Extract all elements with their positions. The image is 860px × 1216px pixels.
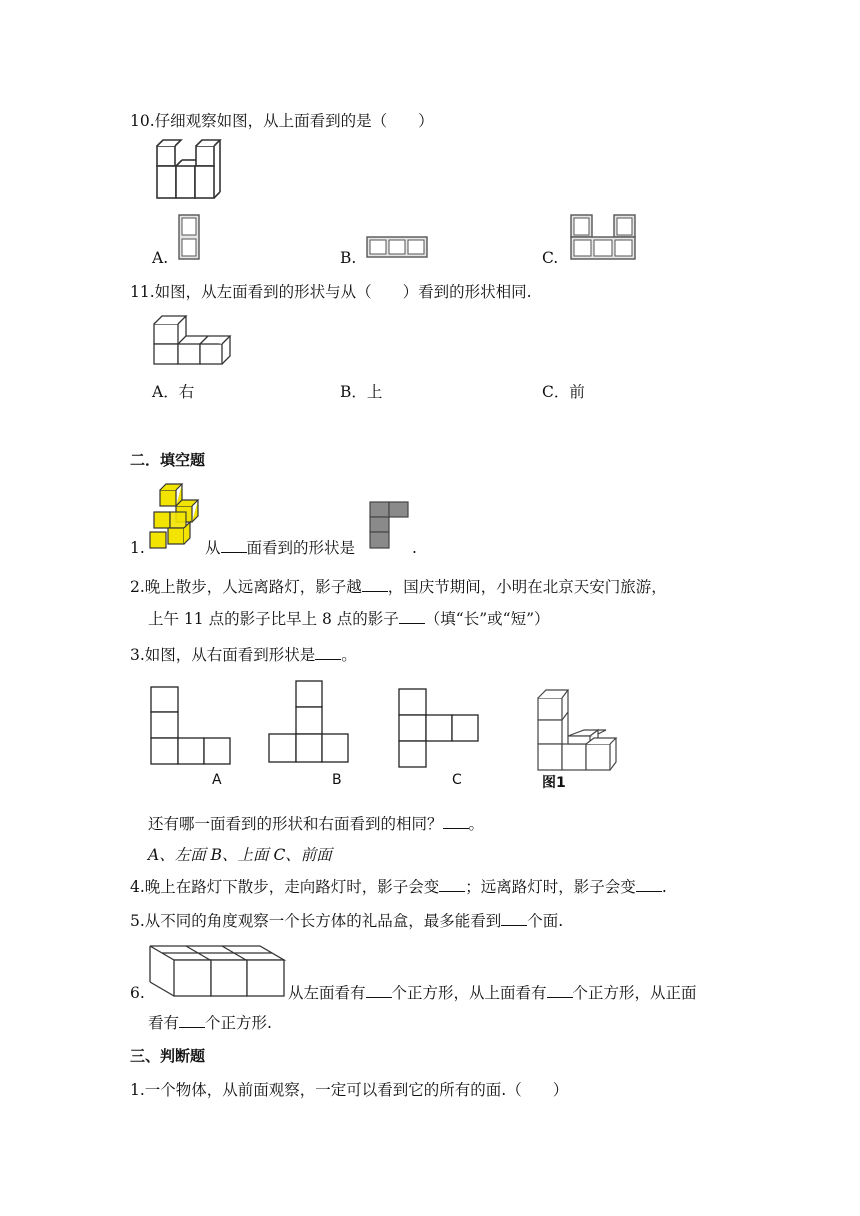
f6-blank-3[interactable] [179, 1013, 205, 1028]
f3-question-2 [148, 814, 484, 834]
f2-line-1 [130, 577, 667, 597]
f6-text-d: 看有 [148, 1014, 180, 1032]
f3-choices: A、左面 B、上面 C、前面 [148, 846, 332, 864]
f3-text-b: 。 [341, 646, 357, 664]
q10-option-c[interactable]: C. [542, 249, 559, 267]
f6-blank-2[interactable] [547, 983, 573, 998]
f2-text-d: （填“长”或“短”） [424, 610, 550, 628]
q11-option-b[interactable]: B．上 [340, 383, 383, 401]
q10-option-c-figure [570, 214, 636, 260]
f3-blank-2[interactable] [443, 814, 469, 829]
f6-number: 6. [130, 984, 145, 1002]
f4-blank-2[interactable] [636, 877, 662, 892]
f6-text-b: 个正方形，从上面看有 [391, 984, 547, 1002]
f4-text-b: ；远离路灯时，影子会变 [465, 878, 636, 896]
q11-option-c[interactable]: C．前 [542, 383, 585, 401]
q10-option-a-figure [178, 214, 200, 260]
q10-figure [154, 138, 220, 202]
f4-text-a: 4.晚上在路灯下散步，走向路灯时，影子会变 [130, 878, 440, 896]
f5-text-b: 个面. [527, 912, 564, 930]
q10-option-a[interactable]: A. [152, 249, 169, 267]
f3-shape-b [268, 680, 350, 764]
f6-line-1 [288, 983, 697, 1003]
f6-text-e: 个正方形. [205, 1014, 272, 1032]
f5-text-a: 5.从不同的角度观察一个长方体的礼品盒，最多能看到 [130, 912, 502, 930]
f6-line-2 [148, 1013, 272, 1033]
f2-line-2 [148, 609, 550, 629]
section-2-heading: 二．填空题 [130, 451, 206, 469]
q11-option-a[interactable]: A．右 [152, 383, 195, 401]
f1-blank[interactable] [221, 538, 247, 553]
f1-number: 1. [130, 539, 145, 557]
f5-line [130, 911, 563, 931]
f3-label-b: B [332, 772, 342, 788]
f3-shape-c [398, 688, 480, 768]
f2-text-b: ，国庆节期间，小明在北京天安门旅游， [387, 578, 667, 596]
q11-figure [154, 316, 236, 366]
j1-question: 1.一个物体，从前面观察，一定可以看到它的所有的面.（ ） [130, 1081, 569, 1099]
f3-label-figure-1: 图1 [542, 775, 566, 791]
f2-blank-2[interactable] [399, 609, 425, 624]
q11-stem: 11.如图，从左面看到的形状与从（ ）看到的形状相同. [130, 283, 532, 301]
f3-label-c: C [452, 772, 462, 788]
f3-stem [130, 645, 357, 665]
f4-blank-1[interactable] [439, 877, 465, 892]
q10-option-b[interactable]: B. [340, 249, 357, 267]
f6-blank-1[interactable] [366, 983, 392, 998]
f1-text-b: 面看到的形状是 [246, 539, 356, 557]
f3-shape-a [150, 686, 232, 766]
f1-end: . [412, 539, 417, 557]
f4-line [130, 877, 667, 897]
f6-text-a: 从左面看有 [288, 984, 366, 1002]
f3-q2-text: 还有哪一面看到的形状和右面看到的相同？ [148, 815, 443, 833]
f1-yellow-cubes-figure [150, 484, 200, 550]
f3-label-a: A [212, 772, 222, 788]
f3-blank-1[interactable] [315, 645, 341, 660]
f2-text-a: 2.晚上散步，人远离路灯，影子越 [130, 578, 362, 596]
f6-cuboid-figure [148, 944, 286, 998]
f3-figure-1 [536, 688, 620, 772]
f6-text-c: 个正方形，从正面 [572, 984, 697, 1002]
f4-text-c: . [661, 878, 667, 896]
f1-text-a: 从 [205, 539, 221, 557]
f3-text-a: 3.如图，从右面看到形状是 [130, 646, 316, 664]
f1-gray-shape-figure [370, 502, 410, 550]
q10-option-b-figure [366, 236, 428, 258]
f2-blank-1[interactable] [362, 577, 388, 592]
f5-blank[interactable] [501, 911, 527, 926]
f1-text [205, 538, 355, 558]
section-3-heading: 三、判断题 [130, 1047, 206, 1065]
f2-text-c: 上午 11 点的影子比早上 8 点的影子 [148, 610, 399, 628]
q10-stem: 10.仔细观察如图，从上面看到的是（ ） [130, 112, 434, 130]
f3-q2-end: 。 [468, 815, 485, 833]
